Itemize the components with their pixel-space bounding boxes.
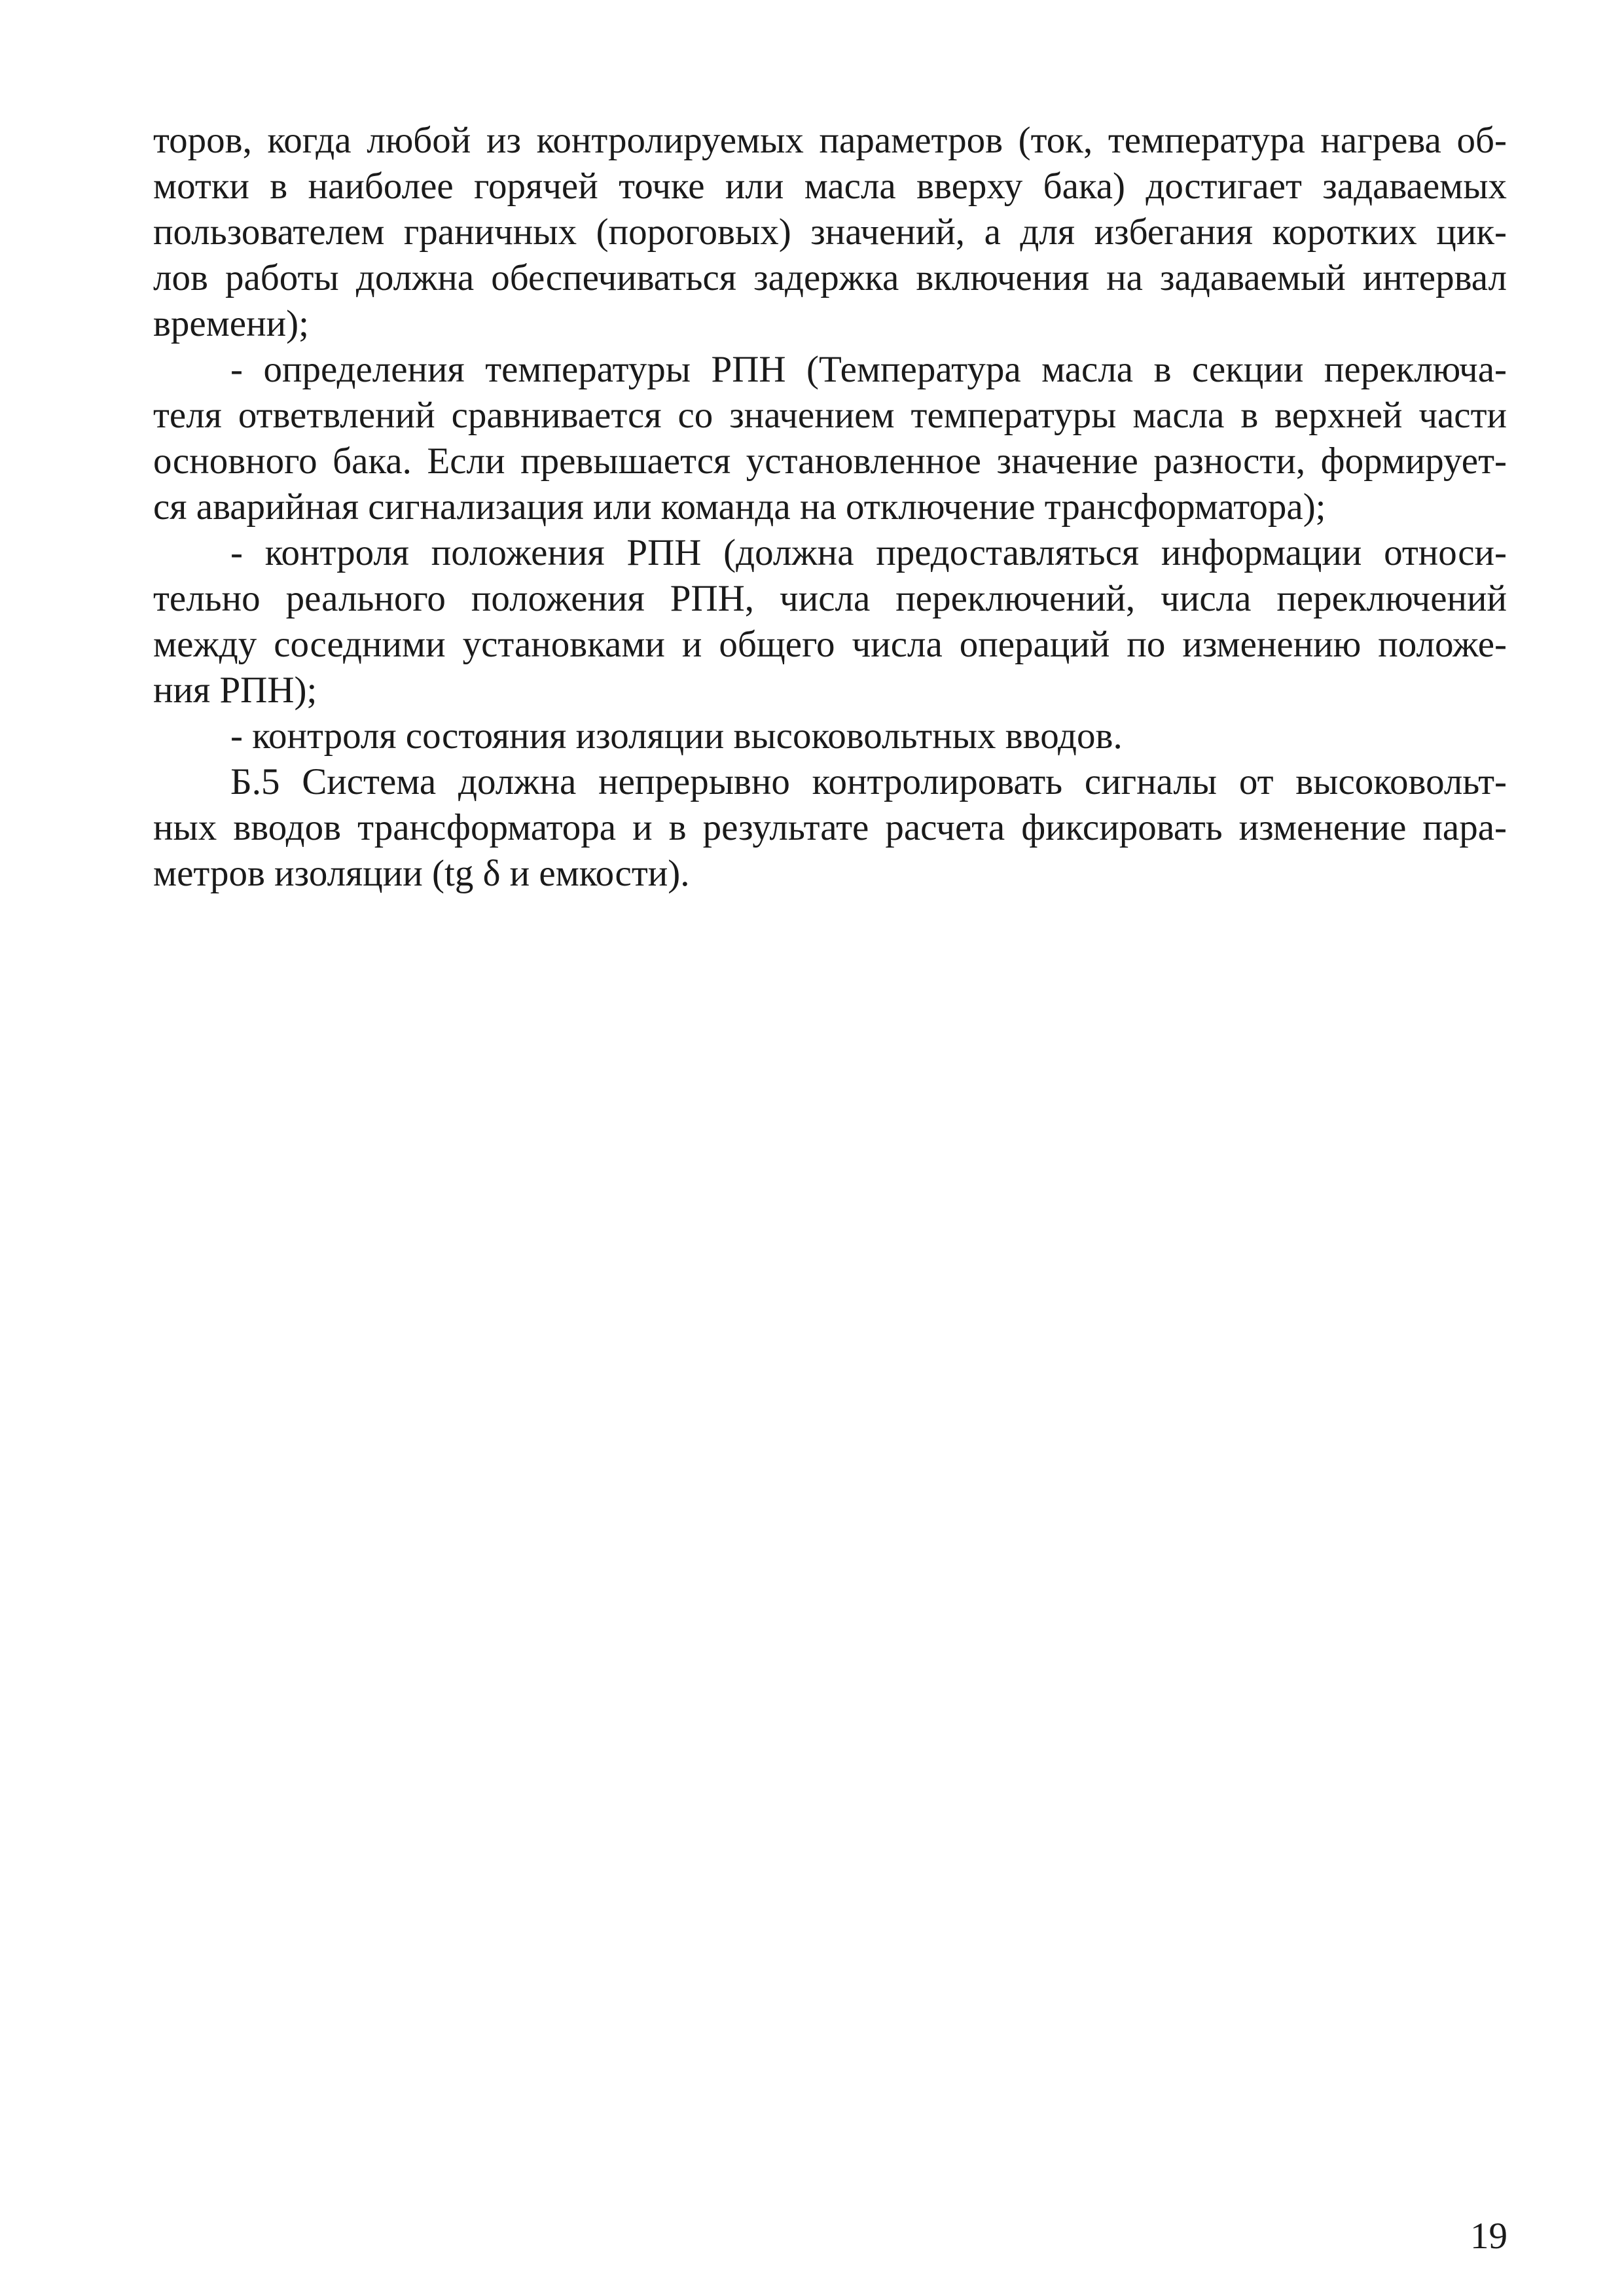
- text-line: метров изоляции (tg δ и емкости).: [153, 853, 690, 894]
- text-line: Б.5 Система должна непрерывно контролировать сигналы от высоковольт-: [230, 761, 1507, 802]
- text-line: основного бака. Если превышается установленное значение разности, формирует-: [153, 440, 1507, 482]
- text-line: времени);: [153, 303, 309, 344]
- text-line: ся аварийная сигнализация или команда на отключение трансформатора);: [153, 486, 1326, 528]
- list-item-bushing-insulation: [153, 713, 1507, 759]
- text-line: - контроля состояния изоляции высоковольтных вводов.: [230, 715, 1123, 757]
- text-line: ных вводов трансформатора и в результате расчета фиксировать изменение пара-: [153, 807, 1507, 848]
- page-number: 19: [1470, 2215, 1507, 2257]
- paragraph-continuation: [153, 118, 1507, 347]
- text-line: торов, когда любой из контролируемых параметров (ток, температура нагрева об-: [153, 120, 1507, 161]
- body-text: [153, 118, 1507, 897]
- text-line: - определения температуры РПН (Температура масла в секции переключа-: [230, 349, 1507, 390]
- text-line: лов работы должна обеспечиваться задержка включения на задаваемый интервал: [153, 257, 1507, 298]
- text-line: ния РПН);: [153, 670, 317, 711]
- list-item-rpn-position: [153, 530, 1507, 713]
- text-line: мотки в наиболее горячей точке или масла вверху бака) достигает задаваемых: [153, 166, 1507, 207]
- text-line: - контроля положения РПН (должна предоставляться информации относи-: [230, 532, 1507, 573]
- text-line: между соседними установками и общего числа операций по изменению положе-: [153, 624, 1507, 665]
- text-line: теля ответвлений сравнивается со значением температуры масла в верхней части: [153, 395, 1507, 436]
- text-line: пользователем граничных (пороговых) значений, а для избегания коротких цик-: [153, 211, 1507, 253]
- list-item-rpn-temperature: [153, 347, 1507, 530]
- text-line: тельно реального положения РПН, числа переключений, числа переключений: [153, 578, 1507, 619]
- paragraph-b5: [153, 759, 1507, 897]
